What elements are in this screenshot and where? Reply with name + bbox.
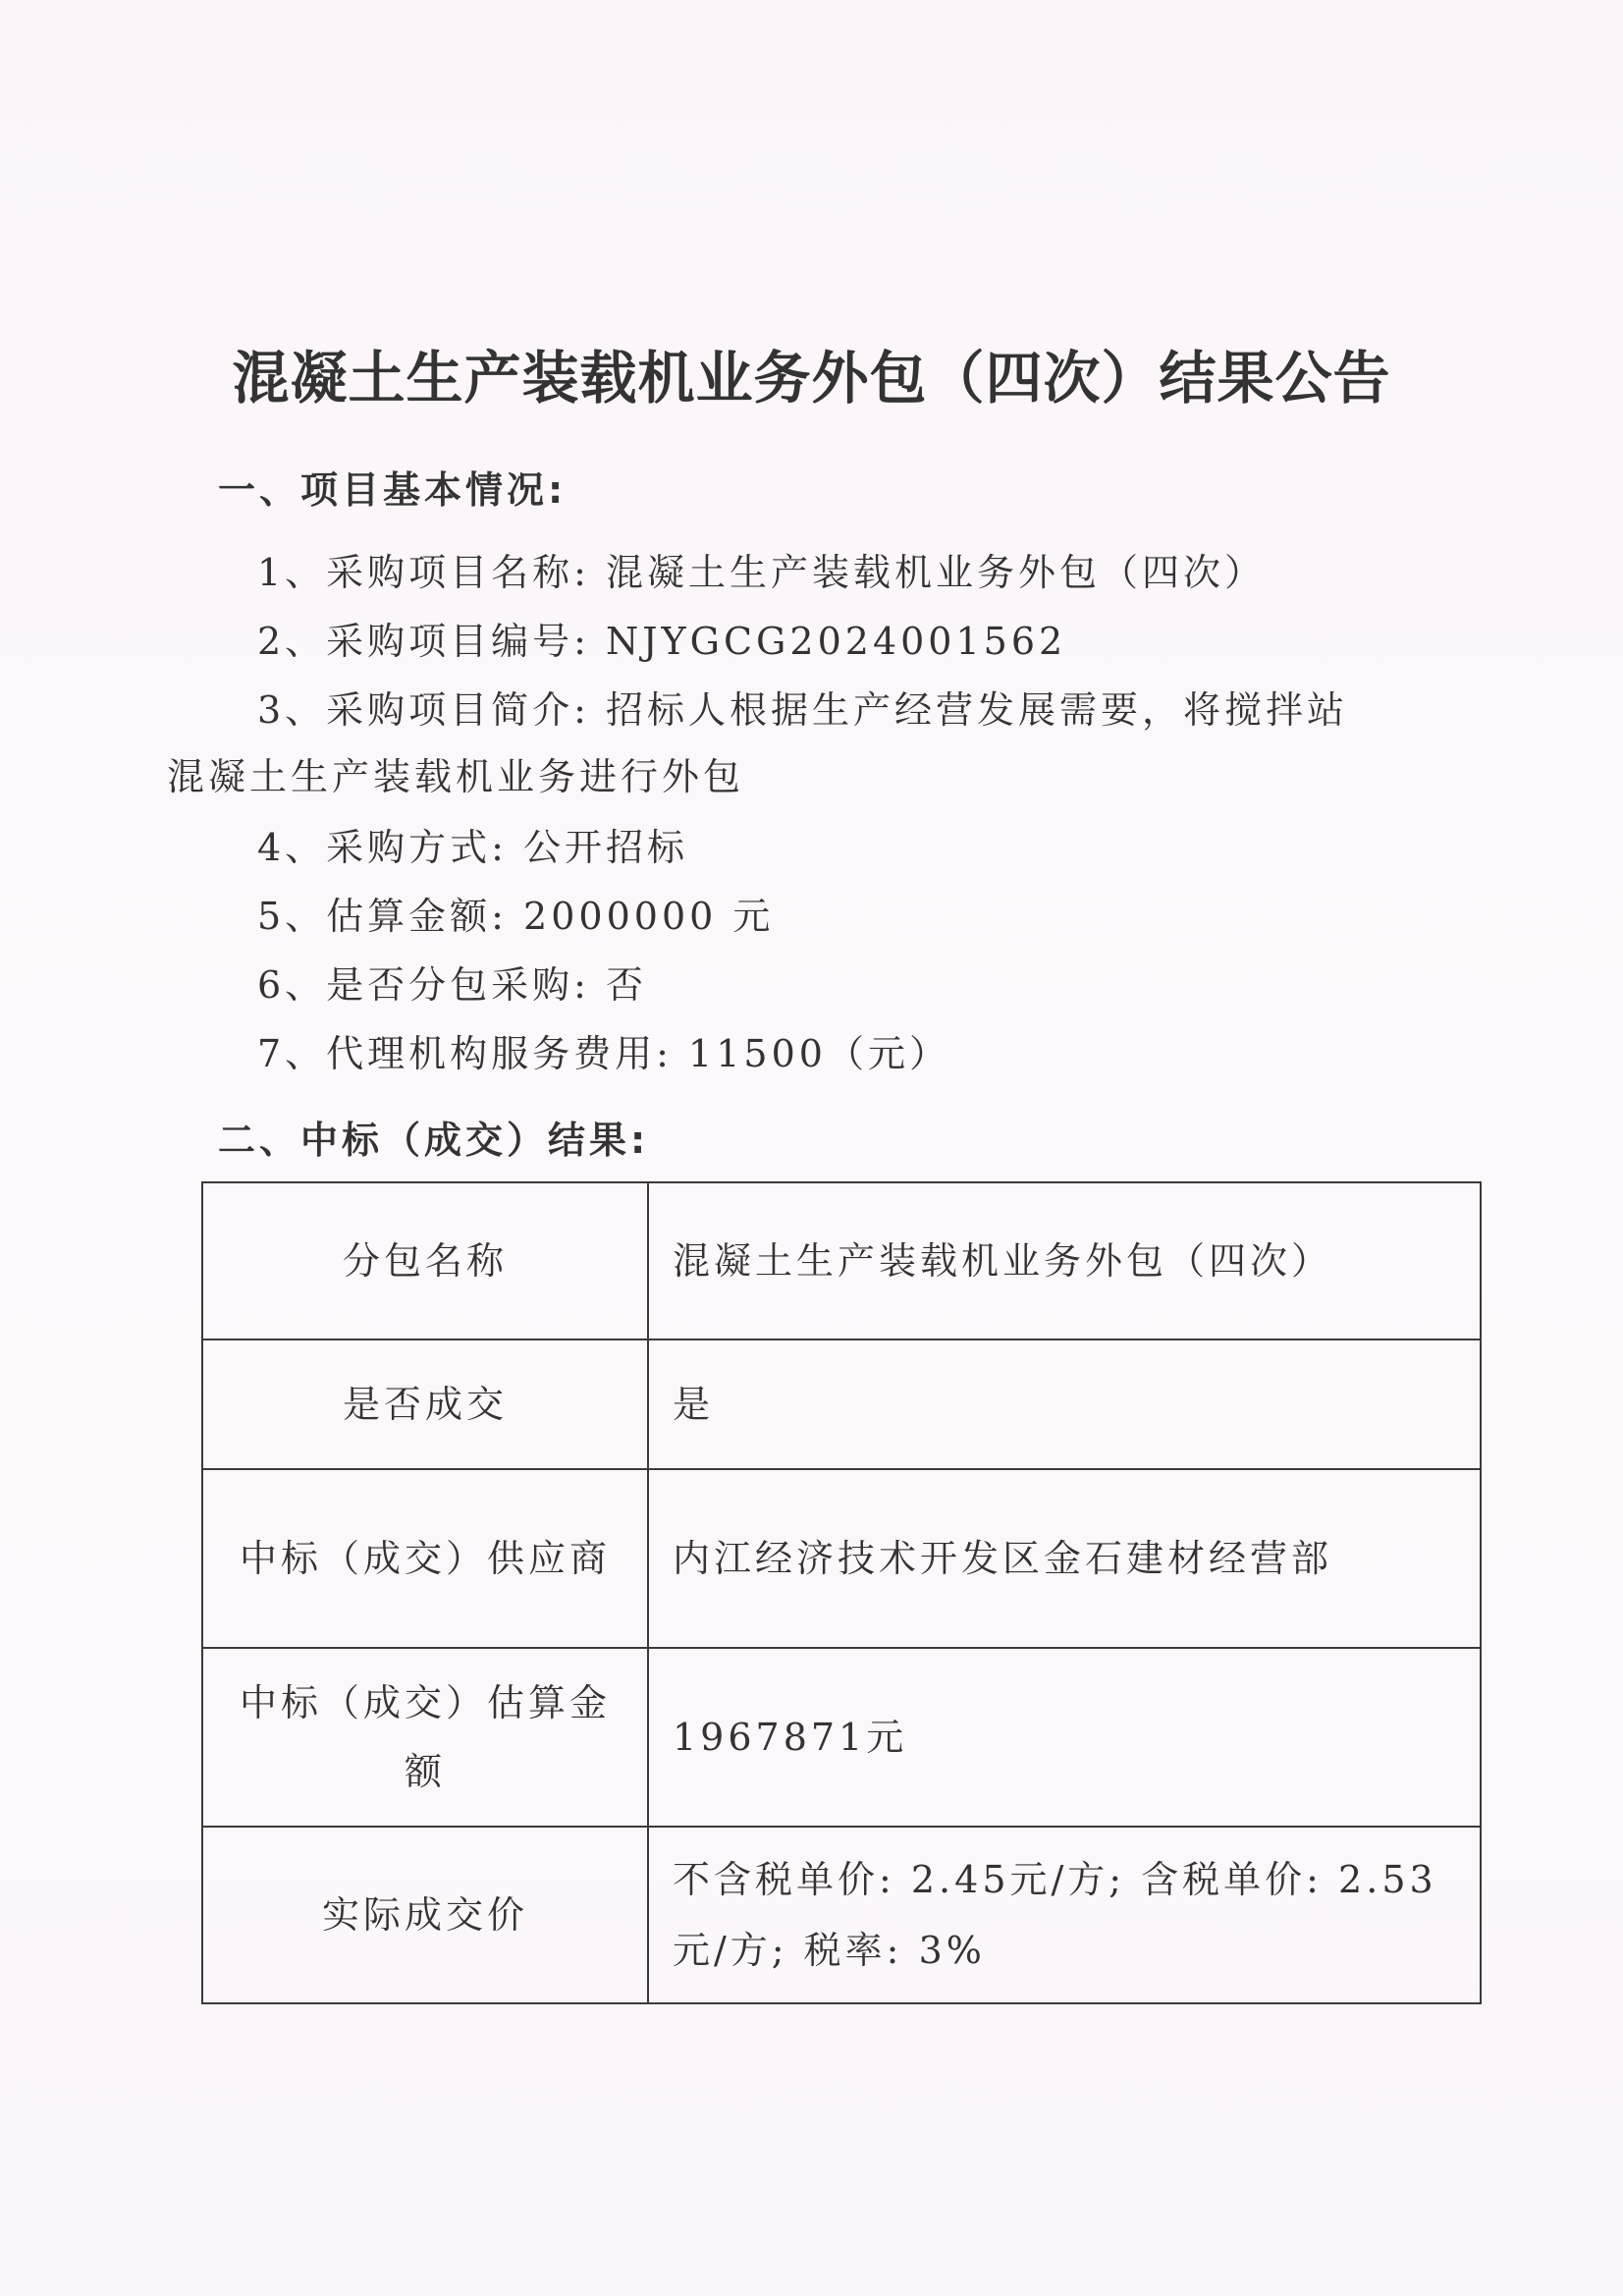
row-value-supplier: 内江经济技术开发区金石建材经营部 xyxy=(648,1469,1481,1648)
item-estimated-amount: 5、估算金额: 2000000 元 xyxy=(257,895,775,938)
item-project-name: 1、采购项目名称: 混凝土生产装载机业务外包（四次） xyxy=(257,551,1267,594)
item-agency-fee: 7、代理机构服务费用: 11500（元） xyxy=(257,1032,950,1075)
table-row xyxy=(202,1339,1481,1469)
row-value-winning-amount: 1967871元 xyxy=(648,1648,1481,1827)
row-label-actual-price: 实际成交价 xyxy=(202,1827,648,2003)
section-heading-basic-info: 一、项目基本情况: xyxy=(218,468,568,512)
row-label-supplier: 中标（成交）供应商 xyxy=(202,1469,648,1648)
row-value-package-name: 混凝土生产装载机业务外包（四次） xyxy=(648,1182,1481,1339)
item-subpackage: 6、是否分包采购: 否 xyxy=(257,963,648,1007)
table-row xyxy=(202,1469,1481,1648)
section-heading-result: 二、中标（成交）结果: xyxy=(218,1119,650,1162)
row-value-actual-price: 不含税单价: 2.45元/方; 含税单价: 2.53元/方; 税率: 3% xyxy=(648,1827,1481,2003)
row-value-deal-closed: 是 xyxy=(648,1339,1481,1469)
table-row xyxy=(202,1182,1481,1339)
row-label-winning-amount: 中标（成交）估算金额 xyxy=(202,1648,648,1827)
item-project-summary: 3、采购项目简介: 招标人根据生产经营发展需要，将搅拌站 xyxy=(257,688,1349,732)
item-project-summary-cont: 混凝土生产装载机业务进行外包 xyxy=(167,755,745,798)
item-procurement-method: 4、采购方式: 公开招标 xyxy=(257,826,689,869)
item-project-number: 2、采购项目编号: NJYGCG2024001562 xyxy=(257,620,1067,663)
table-row xyxy=(202,1827,1481,2003)
result-table xyxy=(201,1181,1482,2004)
row-label-package-name: 分包名称 xyxy=(202,1182,648,1339)
table-row xyxy=(202,1648,1481,1827)
row-label-deal-closed: 是否成交 xyxy=(202,1339,648,1469)
document-title: 混凝土生产装载机业务外包（四次）结果公告 xyxy=(232,345,1391,411)
